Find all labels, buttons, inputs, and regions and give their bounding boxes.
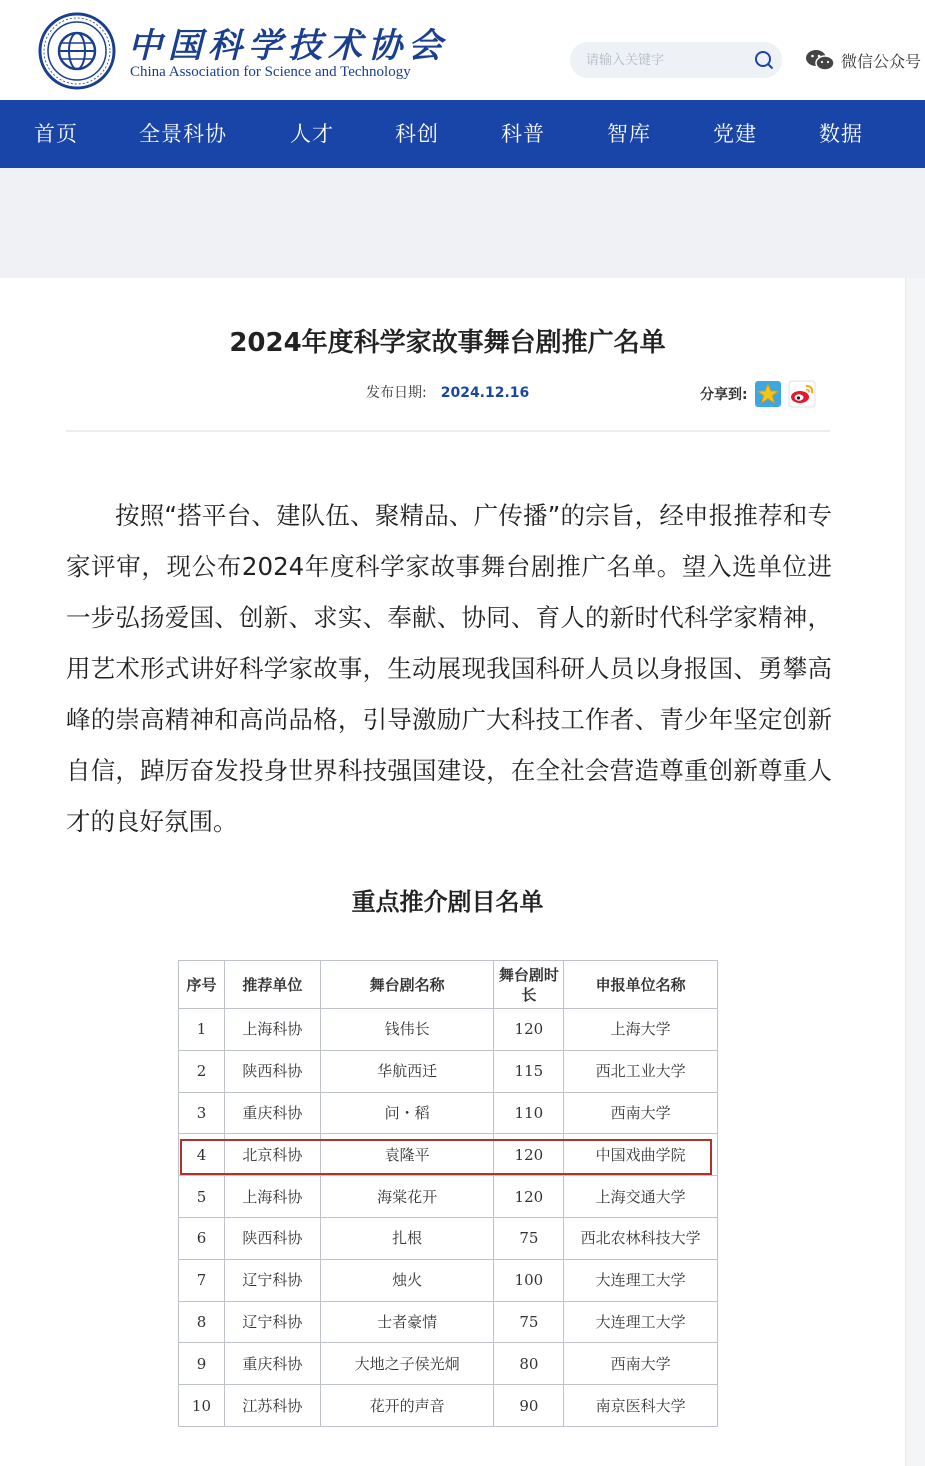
- nav-item-data[interactable]: 数据: [819, 122, 863, 146]
- cell-recommender: 陕西科协: [224, 1050, 320, 1092]
- cell-play-name: 华航西迁: [320, 1050, 494, 1092]
- cell-play-name: 大地之子侯光炯: [320, 1343, 494, 1385]
- cell-applicant: 大连理工大学: [564, 1301, 718, 1343]
- qzone-star-icon[interactable]: [754, 380, 782, 408]
- side-strip: [905, 278, 925, 1466]
- weibo-icon[interactable]: [788, 380, 816, 408]
- table-row: [179, 1009, 718, 1051]
- table-heading: 重点推介剧目名单: [351, 888, 544, 916]
- header-index: 序号: [179, 961, 225, 1009]
- nav-item-popularization[interactable]: 科普: [501, 122, 545, 146]
- cell-recommender: 辽宁科协: [224, 1301, 320, 1343]
- search-icon[interactable]: [754, 50, 774, 70]
- publish-label: 发布日期:: [366, 385, 427, 401]
- cell-duration: 120: [494, 1134, 564, 1176]
- header-play-name: 舞台剧名称: [320, 961, 494, 1009]
- cell-index: 4: [179, 1134, 225, 1176]
- cell-index: 9: [179, 1343, 225, 1385]
- cell-duration: 115: [494, 1050, 564, 1092]
- cell-recommender: 上海科协: [224, 1009, 320, 1051]
- cell-applicant: 上海交通大学: [564, 1176, 718, 1218]
- nav-item-party[interactable]: 党建: [713, 122, 757, 146]
- search-box[interactable]: [570, 42, 782, 78]
- cell-index: 5: [179, 1176, 225, 1218]
- cell-duration: 120: [494, 1176, 564, 1218]
- nav-item-overview[interactable]: 全景科协: [139, 122, 227, 146]
- cell-duration: 80: [494, 1343, 564, 1385]
- cell-duration: 120: [494, 1009, 564, 1051]
- table-row: [179, 1176, 718, 1218]
- table-row: [179, 1217, 718, 1259]
- cell-recommender: 陕西科协: [224, 1217, 320, 1259]
- header-duration: 舞台剧时长: [494, 961, 564, 1009]
- table-row: [179, 1385, 718, 1427]
- wechat-icon: [805, 48, 835, 72]
- cell-play-name: 花开的声音: [320, 1385, 494, 1427]
- main-nav: [0, 100, 925, 168]
- nav-item-think-tank[interactable]: 智库: [607, 122, 651, 146]
- header-applicant: 申报单位名称: [564, 961, 718, 1009]
- cell-applicant: 西南大学: [564, 1092, 718, 1134]
- cell-play-name: 烛火: [320, 1259, 494, 1301]
- cell-duration: 100: [494, 1259, 564, 1301]
- cell-play-name: 袁隆平: [320, 1134, 494, 1176]
- cell-applicant: 中国戏曲学院: [564, 1134, 718, 1176]
- article-title: 2024年度科学家故事舞台剧推广名单: [229, 328, 666, 358]
- cell-index: 7: [179, 1259, 225, 1301]
- title-divider: [66, 430, 830, 432]
- table-row: [179, 1301, 718, 1343]
- cell-play-name: 扎根: [320, 1217, 494, 1259]
- cell-applicant: 西北工业大学: [564, 1050, 718, 1092]
- table-header-row: [179, 961, 718, 1009]
- org-name-en[interactable]: China Association for Science and Technology: [130, 64, 411, 80]
- cell-duration: 90: [494, 1385, 564, 1427]
- cell-applicant: 南京医科大学: [564, 1385, 718, 1427]
- cell-recommender: 上海科协: [224, 1176, 320, 1218]
- cell-index: 1: [179, 1009, 225, 1051]
- wechat-label: 微信公众号: [841, 51, 922, 71]
- table-row: [179, 1259, 718, 1301]
- search-input[interactable]: [586, 50, 746, 70]
- cell-duration: 110: [494, 1092, 564, 1134]
- org-name-cn[interactable]: 中国科学技术协会: [128, 26, 448, 66]
- cell-applicant: 西南大学: [564, 1343, 718, 1385]
- cell-play-name: 问・稻: [320, 1092, 494, 1134]
- cell-recommender: 重庆科协: [224, 1092, 320, 1134]
- nav-item-home[interactable]: 首页: [34, 122, 78, 146]
- share-label: 分享到:: [700, 387, 748, 403]
- recommendation-table: [178, 960, 718, 1427]
- cell-applicant: 大连理工大学: [564, 1259, 718, 1301]
- cell-applicant: 西北农林科技大学: [564, 1217, 718, 1259]
- publish-meta: [366, 382, 529, 402]
- article-body: 按照“搭平台、建队伍、聚精品、广传播”的宗旨，经申报推荐和专家评审，现公布2024年度科学家故事舞台剧推广名单。望入选单位进一步弘扬爱国、创新、求实、奉献、协同、育人的新时代科学家精神，用艺术形式讲好科学家故事，生动展现我国科研人员以身报国、勇攀高峰的崇高精神和高尚品格，引导激励广大科技工作者、青少年坚定创新自信，踔厉奋发投身世界科技强国建设，在全社会营造尊重创新尊重人才的良好氛围。: [66, 501, 832, 836]
- table-row: [179, 1092, 718, 1134]
- table-row: [179, 1134, 718, 1176]
- cell-play-name: 海棠花开: [320, 1176, 494, 1218]
- cast-emblem-icon[interactable]: [38, 12, 116, 90]
- cell-recommender: 辽宁科协: [224, 1259, 320, 1301]
- cell-index: 2: [179, 1050, 225, 1092]
- site-header: [0, 0, 925, 100]
- cell-duration: 75: [494, 1301, 564, 1343]
- cell-play-name: 士者豪情: [320, 1301, 494, 1343]
- header-recommender: 推荐单位: [224, 961, 320, 1009]
- cell-applicant: 上海大学: [564, 1009, 718, 1051]
- cell-duration: 75: [494, 1217, 564, 1259]
- nav-item-innovation[interactable]: 科创: [395, 122, 439, 146]
- banner-band: [0, 168, 925, 278]
- publish-date: 2024.12.16: [440, 385, 530, 401]
- cell-index: 10: [179, 1385, 225, 1427]
- nav-item-talent[interactable]: 人才: [290, 122, 334, 146]
- recommendation-table-wrap: [178, 960, 718, 1427]
- cell-index: 3: [179, 1092, 225, 1134]
- share-bar: [700, 380, 816, 408]
- cell-index: 6: [179, 1217, 225, 1259]
- cell-index: 8: [179, 1301, 225, 1343]
- cell-play-name: 钱伟长: [320, 1009, 494, 1051]
- cell-recommender: 江苏科协: [224, 1385, 320, 1427]
- table-row: [179, 1343, 718, 1385]
- table-body: [179, 1009, 718, 1427]
- cell-recommender: 北京科协: [224, 1134, 320, 1176]
- table-row: [179, 1050, 718, 1092]
- wechat-link[interactable]: [805, 48, 921, 72]
- cell-recommender: 重庆科协: [224, 1343, 320, 1385]
